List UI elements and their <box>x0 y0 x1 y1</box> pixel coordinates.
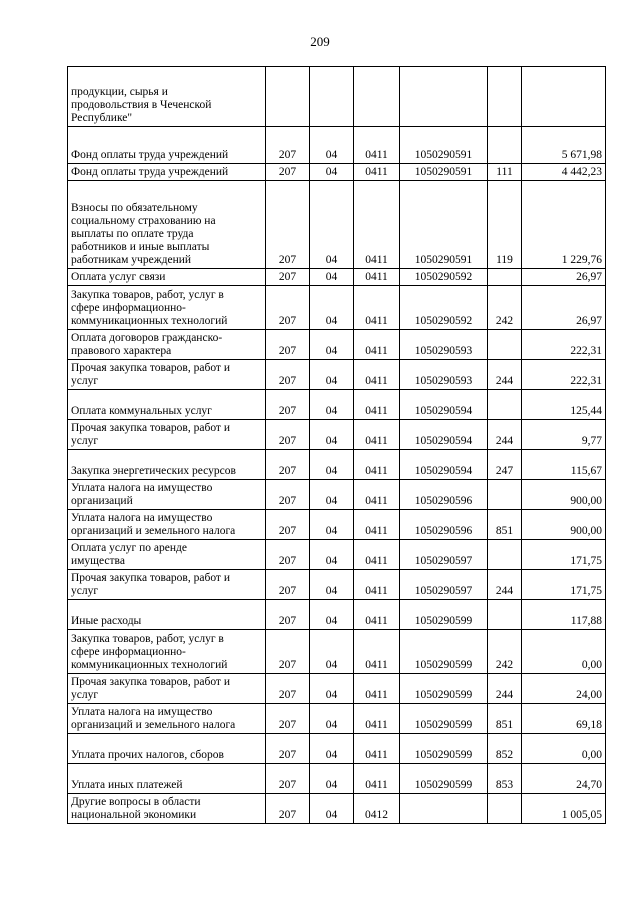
section-code: 04 <box>310 540 354 570</box>
page-number: 209 <box>310 34 330 49</box>
target-article-code <box>400 67 488 127</box>
amount: 900,00 <box>522 510 606 540</box>
target-article-code: 1050290597 <box>400 570 488 600</box>
budget-table <box>67 66 606 824</box>
amount: 222,31 <box>522 360 606 390</box>
expense-type-code <box>488 67 522 127</box>
ministry-code: 207 <box>266 540 310 570</box>
row-name: Прочая закупка товаров, работ и услуг <box>68 674 266 704</box>
table-row <box>68 420 606 450</box>
section-code: 04 <box>310 269 354 286</box>
amount: 900,00 <box>522 480 606 510</box>
table-row <box>68 674 606 704</box>
table-row <box>68 600 606 630</box>
subsection-code: 0411 <box>354 181 400 269</box>
expense-type-code: 244 <box>488 360 522 390</box>
expense-type-code <box>488 269 522 286</box>
target-article-code <box>400 794 488 824</box>
ministry-code: 207 <box>266 704 310 734</box>
table-row <box>68 794 606 824</box>
section-code: 04 <box>310 764 354 794</box>
amount: 171,75 <box>522 540 606 570</box>
table-row <box>68 286 606 330</box>
table-row <box>68 630 606 674</box>
row-name: Закупка товаров, работ, услуг в сфере информационно- коммуникационных технологий <box>68 630 266 674</box>
subsection-code: 0411 <box>354 480 400 510</box>
section-code: 04 <box>310 286 354 330</box>
subsection-code: 0411 <box>354 330 400 360</box>
ministry-code: 207 <box>266 630 310 674</box>
table-row <box>68 510 606 540</box>
row-name: Прочая закупка товаров, работ и услуг <box>68 570 266 600</box>
table-row <box>68 164 606 181</box>
expense-type-code: 244 <box>488 570 522 600</box>
target-article-code: 1050290599 <box>400 630 488 674</box>
amount: 26,97 <box>522 286 606 330</box>
subsection-code: 0411 <box>354 286 400 330</box>
row-name: Оплата услуг связи <box>68 269 266 286</box>
ministry-code: 207 <box>266 360 310 390</box>
amount: 0,00 <box>522 630 606 674</box>
row-name: Оплата услуг по аренде имущества <box>68 540 266 570</box>
subsection-code: 0411 <box>354 674 400 704</box>
target-article-code: 1050290593 <box>400 360 488 390</box>
target-article-code: 1050290599 <box>400 674 488 704</box>
target-article-code: 1050290592 <box>400 269 488 286</box>
section-code: 04 <box>310 570 354 600</box>
table-row <box>68 390 606 420</box>
ministry-code: 207 <box>266 510 310 540</box>
amount: 1 005,05 <box>522 794 606 824</box>
target-article-code: 1050290591 <box>400 181 488 269</box>
section-code: 04 <box>310 794 354 824</box>
amount: 5 671,98 <box>522 127 606 164</box>
expense-type-code <box>488 330 522 360</box>
expense-type-code <box>488 480 522 510</box>
amount: 9,77 <box>522 420 606 450</box>
table-row <box>68 450 606 480</box>
table-row <box>68 704 606 734</box>
table-row <box>68 764 606 794</box>
subsection-code <box>354 67 400 127</box>
subsection-code: 0411 <box>354 164 400 181</box>
subsection-code: 0411 <box>354 390 400 420</box>
table-row <box>68 330 606 360</box>
subsection-code: 0411 <box>354 540 400 570</box>
table-row <box>68 360 606 390</box>
ministry-code: 207 <box>266 330 310 360</box>
expense-type-code <box>488 127 522 164</box>
section-code: 04 <box>310 360 354 390</box>
section-code: 04 <box>310 450 354 480</box>
ministry-code: 207 <box>266 269 310 286</box>
section-code: 04 <box>310 480 354 510</box>
expense-type-code: 851 <box>488 510 522 540</box>
ministry-code: 207 <box>266 181 310 269</box>
ministry-code: 207 <box>266 420 310 450</box>
ministry-code: 207 <box>266 794 310 824</box>
expense-type-code <box>488 794 522 824</box>
subsection-code: 0412 <box>354 794 400 824</box>
subsection-code: 0411 <box>354 420 400 450</box>
ministry-code: 207 <box>266 286 310 330</box>
section-code: 04 <box>310 600 354 630</box>
amount: 4 442,23 <box>522 164 606 181</box>
amount: 24,70 <box>522 764 606 794</box>
row-name: Иные расходы <box>68 600 266 630</box>
expense-type-code: 247 <box>488 450 522 480</box>
row-name: Уплата иных платежей <box>68 764 266 794</box>
row-name: Фонд оплаты труда учреждений <box>68 164 266 181</box>
expense-type-code: 853 <box>488 764 522 794</box>
subsection-code: 0411 <box>354 570 400 600</box>
table-row <box>68 269 606 286</box>
expense-type-code <box>488 600 522 630</box>
budget-table-body <box>68 67 606 824</box>
subsection-code: 0411 <box>354 269 400 286</box>
target-article-code: 1050290591 <box>400 127 488 164</box>
table-row <box>68 570 606 600</box>
row-name: Уплата прочих налогов, сборов <box>68 734 266 764</box>
expense-type-code: 851 <box>488 704 522 734</box>
ministry-code: 207 <box>266 764 310 794</box>
expense-type-code: 119 <box>488 181 522 269</box>
expense-type-code: 852 <box>488 734 522 764</box>
ministry-code: 207 <box>266 570 310 600</box>
target-article-code: 1050290597 <box>400 540 488 570</box>
target-article-code: 1050290599 <box>400 734 488 764</box>
expense-type-code <box>488 540 522 570</box>
subsection-code: 0411 <box>354 360 400 390</box>
section-code: 04 <box>310 390 354 420</box>
table-row <box>68 734 606 764</box>
table-row <box>68 480 606 510</box>
expense-type-code: 242 <box>488 286 522 330</box>
ministry-code: 207 <box>266 390 310 420</box>
ministry-code: 207 <box>266 480 310 510</box>
expense-type-code: 242 <box>488 630 522 674</box>
target-article-code: 1050290596 <box>400 510 488 540</box>
target-article-code: 1050290596 <box>400 480 488 510</box>
subsection-code: 0411 <box>354 734 400 764</box>
target-article-code: 1050290599 <box>400 600 488 630</box>
subsection-code: 0411 <box>354 510 400 540</box>
subsection-code: 0411 <box>354 127 400 164</box>
amount: 1 229,76 <box>522 181 606 269</box>
ministry-code: 207 <box>266 674 310 704</box>
row-name: Прочая закупка товаров, работ и услуг <box>68 360 266 390</box>
row-name: Уплата налога на имущество организаций <box>68 480 266 510</box>
subsection-code: 0411 <box>354 764 400 794</box>
amount: 171,75 <box>522 570 606 600</box>
expense-type-code <box>488 390 522 420</box>
row-name: Оплата договоров гражданско- правового характера <box>68 330 266 360</box>
row-name: Уплата налога на имущество организаций и земельного налога <box>68 704 266 734</box>
section-code: 04 <box>310 630 354 674</box>
amount: 222,31 <box>522 330 606 360</box>
row-name: Фонд оплаты труда учреждений <box>68 127 266 164</box>
expense-type-code: 244 <box>488 420 522 450</box>
subsection-code: 0411 <box>354 704 400 734</box>
section-code: 04 <box>310 510 354 540</box>
ministry-code: 207 <box>266 734 310 764</box>
section-code: 04 <box>310 164 354 181</box>
table-row <box>68 127 606 164</box>
row-name: Уплата налога на имущество организаций и земельного налога <box>68 510 266 540</box>
amount: 24,00 <box>522 674 606 704</box>
amount: 125,44 <box>522 390 606 420</box>
amount: 26,97 <box>522 269 606 286</box>
subsection-code: 0411 <box>354 630 400 674</box>
section-code: 04 <box>310 734 354 764</box>
ministry-code: 207 <box>266 164 310 181</box>
ministry-code: 207 <box>266 600 310 630</box>
row-name: Закупка энергетических ресурсов <box>68 450 266 480</box>
subsection-code: 0411 <box>354 600 400 630</box>
target-article-code: 1050290591 <box>400 164 488 181</box>
table-row <box>68 67 606 127</box>
row-name: Взносы по обязательному социальному страхованию на выплаты по оплате труда работников и иные выплаты работникам учреждений <box>68 181 266 269</box>
subsection-code: 0411 <box>354 450 400 480</box>
ministry-code <box>266 67 310 127</box>
section-code: 04 <box>310 674 354 704</box>
amount: 69,18 <box>522 704 606 734</box>
table-row <box>68 181 606 269</box>
amount <box>522 67 606 127</box>
target-article-code: 1050290599 <box>400 704 488 734</box>
row-name: продукции, сырья и продовольствия в Чеченской Республике" <box>68 67 266 127</box>
target-article-code: 1050290594 <box>400 420 488 450</box>
amount: 117,88 <box>522 600 606 630</box>
target-article-code: 1050290593 <box>400 330 488 360</box>
table-row <box>68 540 606 570</box>
expense-type-code: 111 <box>488 164 522 181</box>
target-article-code: 1050290594 <box>400 450 488 480</box>
section-code: 04 <box>310 420 354 450</box>
amount: 115,67 <box>522 450 606 480</box>
row-name: Другие вопросы в области национальной экономики <box>68 794 266 824</box>
target-article-code: 1050290599 <box>400 764 488 794</box>
row-name: Прочая закупка товаров, работ и услуг <box>68 420 266 450</box>
section-code: 04 <box>310 330 354 360</box>
row-name: Закупка товаров, работ, услуг в сфере информационно- коммуникационных технологий <box>68 286 266 330</box>
target-article-code: 1050290592 <box>400 286 488 330</box>
amount: 0,00 <box>522 734 606 764</box>
target-article-code: 1050290594 <box>400 390 488 420</box>
section-code: 04 <box>310 181 354 269</box>
ministry-code: 207 <box>266 450 310 480</box>
section-code <box>310 67 354 127</box>
row-name: Оплата коммунальных услуг <box>68 390 266 420</box>
expense-type-code: 244 <box>488 674 522 704</box>
ministry-code: 207 <box>266 127 310 164</box>
section-code: 04 <box>310 704 354 734</box>
section-code: 04 <box>310 127 354 164</box>
